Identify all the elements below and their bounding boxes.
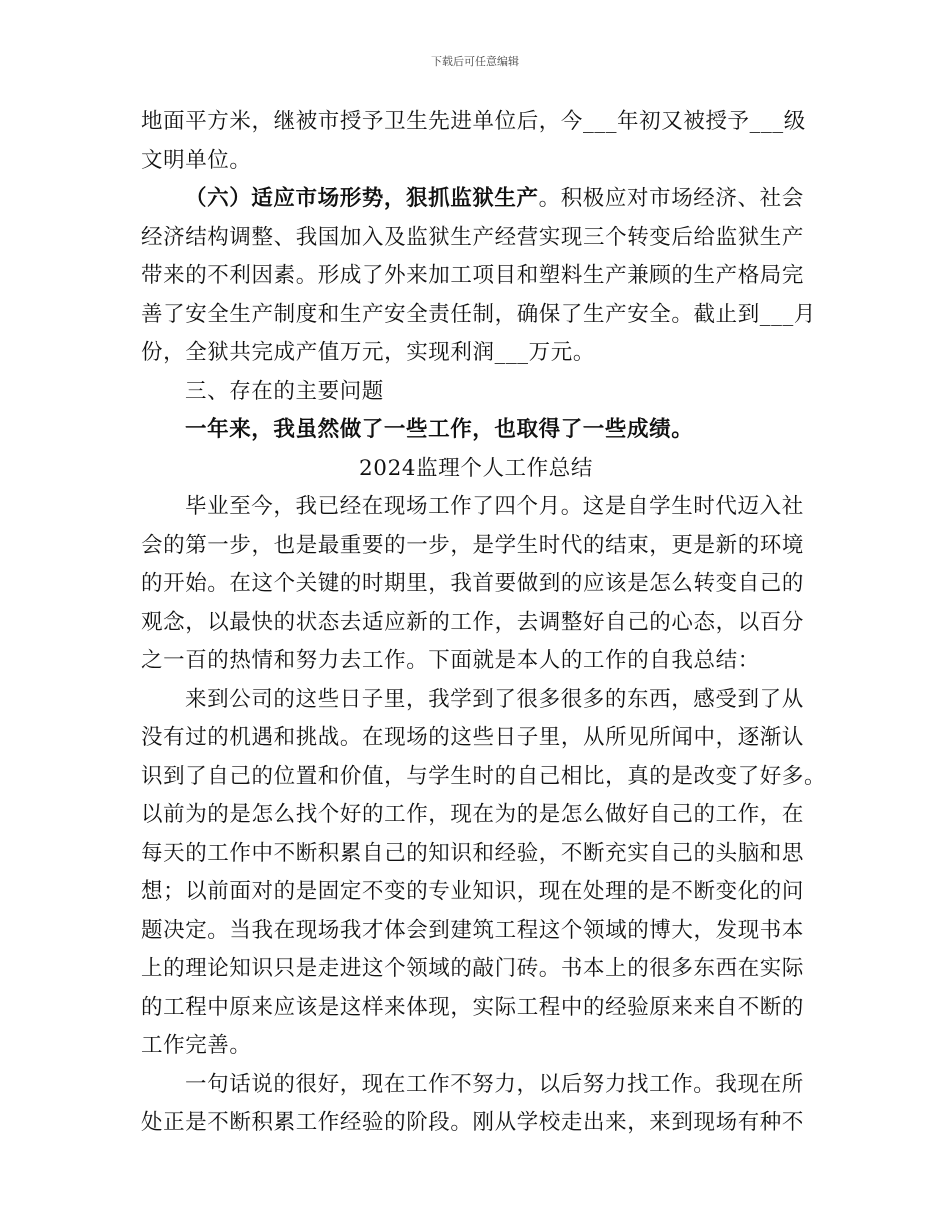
text-line: 来到公司的这些日子里，我学到了很多很多的东西，感受到了从 <box>185 686 804 712</box>
text-line: 经济结构调整、我国加入及监狱生产经营实现三个转变后给监狱生产 <box>141 224 805 250</box>
text-line: 观念，以最快的状态去适应新的工作，去调整好自己的心态，以百分 <box>141 609 805 635</box>
text-line: 份，全狱共完成产值万元，实现利润___万元。 <box>141 340 595 365</box>
section-three-summary: 一年来，我虽然做了一些工作，也取得了一些成绩。 <box>185 417 694 442</box>
document-body <box>141 103 827 1143</box>
article-paragraph <box>141 1066 811 1143</box>
section-three <box>141 373 811 450</box>
text-line: 工作完善。 <box>141 1033 252 1058</box>
text-line: 的开始。在这个关键的时期里，我首要做到的应该是怎么转变自己的 <box>141 571 805 596</box>
text-line: 没有过的机遇和挑战。在现场的这些日子里，从所见所闻中，逐渐认 <box>141 725 805 750</box>
article-paragraph <box>141 681 827 1066</box>
article-title: 2024监理个人工作总结 <box>359 455 593 481</box>
text-line: 题决定。当我在现场我才体会到建筑工程这个领域的博大，发现书本 <box>141 917 805 943</box>
text-line: 一句话说的很好，现在工作不努力，以后努力找工作。我现在所 <box>185 1071 804 1097</box>
section-six <box>141 180 816 373</box>
page-header: 下载后可任意编辑 <box>431 55 519 68</box>
section-six-heading: （六）适应市场形势，狠抓监狱生产 <box>185 186 539 211</box>
text-line: 每天的工作中不断积累自己的知识和经验，不断充实自己的头脑和思 <box>141 840 805 866</box>
text-line <box>141 180 811 219</box>
text-line: 会的第一步，也是最重要的一步，是学生时代的结束，更是新的环境 <box>141 532 805 558</box>
text-line: 以前为的是怎么找个好的工作，现在为的是怎么做好自己的工作，在 <box>141 802 805 827</box>
text-line: 善了安全生产制度和生产安全责任制，确保了生产安全。截止到___月 <box>141 301 816 327</box>
section-six-intro: 。积极应对市场经济、社会 <box>538 186 804 211</box>
text-line: 的工程中原来应该是这样来体现，实际工程中的经验原来来自不断的 <box>141 994 805 1020</box>
section-three-heading: 三、存在的主要问题 <box>185 378 384 404</box>
article <box>141 450 827 1143</box>
article-paragraph <box>141 488 811 681</box>
text-line: 识到了自己的位置和价值，与学生时的自己相比，真的是改变了好多。 <box>141 763 827 789</box>
previous-section-continuation <box>141 103 811 180</box>
text-line: 文明单位。 <box>141 147 252 173</box>
text-line: 上的理论知识只是走进这个领域的敲门砖。书本上的很多东西在实际 <box>141 956 805 981</box>
text-line: 处正是不断积累工作经验的阶段。刚从学校走出来，来到现场有种不 <box>141 1110 805 1135</box>
text-line: 毕业至今，我已经在现场工作了四个月。这是自学生时代迈入社 <box>185 494 804 519</box>
text-line: 带来的不利因素。形成了外来加工项目和塑料生产兼顾的生产格局完 <box>141 263 805 288</box>
text-line: 之一百的热情和努力去工作。下面就是本人的工作的自我总结： <box>141 648 760 673</box>
text-line: 想；以前面对的是固定不变的专业知识，现在处理的是不断变化的问 <box>141 879 805 904</box>
text-line: 地面平方米，继被市授予卫生先进单位后，今___年初又被授予___级 <box>141 109 806 134</box>
